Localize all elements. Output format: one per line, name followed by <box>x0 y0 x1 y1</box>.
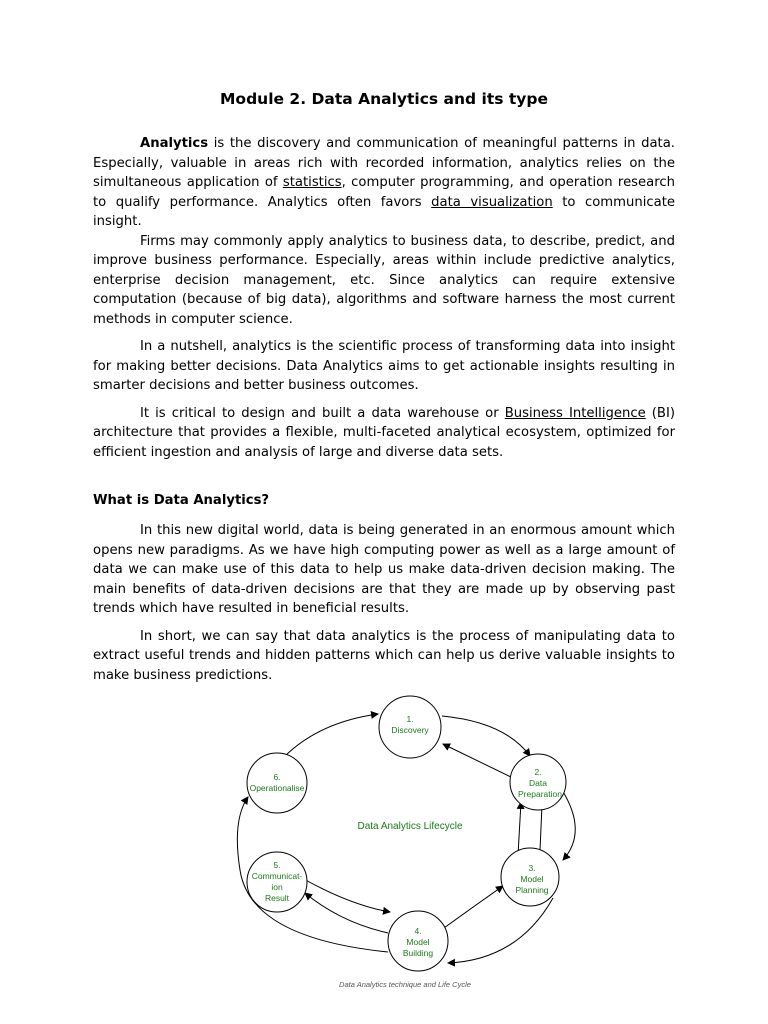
diagram-center-label: Data Analytics Lifecycle <box>357 821 463 832</box>
paragraph-firms: Firms may commonly apply analytics to business data, to describe, predict, and improve business performance. Especially, areas within include predictive analytics, enterprise decision management, etc. Since analytics can require extensive computation (because of big data), algorithms and software harness the most current methods in computer science. <box>93 233 675 327</box>
paragraph-digital-world: In this new digital world, data is being generated in an enormous amount which opens new paradigms. As we have high computing power as well as a large amount of data we can make use of this data to help us make data-driven decision making. The main benefits of data-driven decisions are that they are made up by observing past trends which have resulted in beneficial results. <box>93 523 675 616</box>
section-heading: What is Data Analytics? <box>93 493 270 508</box>
analytics-term: Analytics <box>140 136 209 151</box>
paragraph-text: (BI) architecture that provides a flexible, multi-faceted analytical ecosystem, optimized for efficient ingestion and analysis of large and diverse data sets. <box>93 405 676 460</box>
paragraph-text: to communicate insight. <box>93 194 675 229</box>
arrow-3-to-2-line <box>540 805 542 850</box>
node-model-planning <box>501 848 559 906</box>
lifecycle-nodes <box>247 696 566 971</box>
arrow-3-to-2 <box>518 802 521 855</box>
data-visualization-link[interactable]: data visualization <box>431 194 553 210</box>
paragraph-text: is the discovery and communication of meaningful patterns in data. Especially, valuable in areas rich with recorded information, analytics relies on the simultaneous application of <box>93 136 675 190</box>
node-number: 2. <box>534 767 542 777</box>
node-number: 6. <box>273 772 281 782</box>
node-label: ion <box>271 882 283 892</box>
arrow-6-to-1 <box>285 714 378 756</box>
paragraph-text: It is critical to design and built a data warehouse or <box>140 405 505 421</box>
arrow-3-to-4 <box>448 898 553 963</box>
node-label: Preparation <box>518 789 562 799</box>
node-model-building <box>388 911 448 971</box>
paragraph-nutshell: In a nutshell, analytics is the scientific process of transforming data into insight for making better decisions. Data Analytics aims to get actionable insights resulting in smarter decisions and better business outcomes. <box>93 339 675 393</box>
node-communication-result <box>247 852 307 912</box>
node-label: Planning <box>515 885 549 895</box>
node-operationalise <box>247 753 307 813</box>
node-label: Model <box>520 874 544 884</box>
arrow-2-to-3 <box>562 790 575 860</box>
node-number: 5. <box>273 860 281 870</box>
node-number: 1. <box>406 714 414 724</box>
arrow-5-to-4 <box>302 878 390 912</box>
node-label: Communicat- <box>251 871 303 881</box>
diagram-caption: Data Analytics technique and Life Cycle <box>339 980 471 989</box>
paragraph-in-short: In short, we can say that data analytics is the process of manipulating data to extract useful trends and hidden patterns which can help us derive valuable insights to make business predictions. <box>93 628 675 683</box>
node-label: Model <box>406 937 430 947</box>
node-number: 3. <box>528 863 536 873</box>
node-label: Building <box>402 948 434 958</box>
arrow-4-to-3 <box>444 886 503 928</box>
paragraph-text: , computer programming, and operation research to qualify performance. Analytics often favors <box>93 175 675 210</box>
page-title: Module 2. Data Analytics and its type <box>220 90 548 108</box>
node-label: Result <box>264 893 290 903</box>
arrow-2-to-1 <box>443 744 513 778</box>
node-data-preparation <box>510 754 566 810</box>
node-number: 4. <box>414 926 422 936</box>
node-label: Discovery <box>391 725 429 735</box>
node-discovery <box>379 696 441 758</box>
statistics-link[interactable]: statistics <box>282 175 342 190</box>
node-label: Operationalise <box>249 783 305 793</box>
node-label: Data <box>529 778 547 788</box>
business-intelligence-link[interactable]: Business Intelligence <box>504 405 646 421</box>
